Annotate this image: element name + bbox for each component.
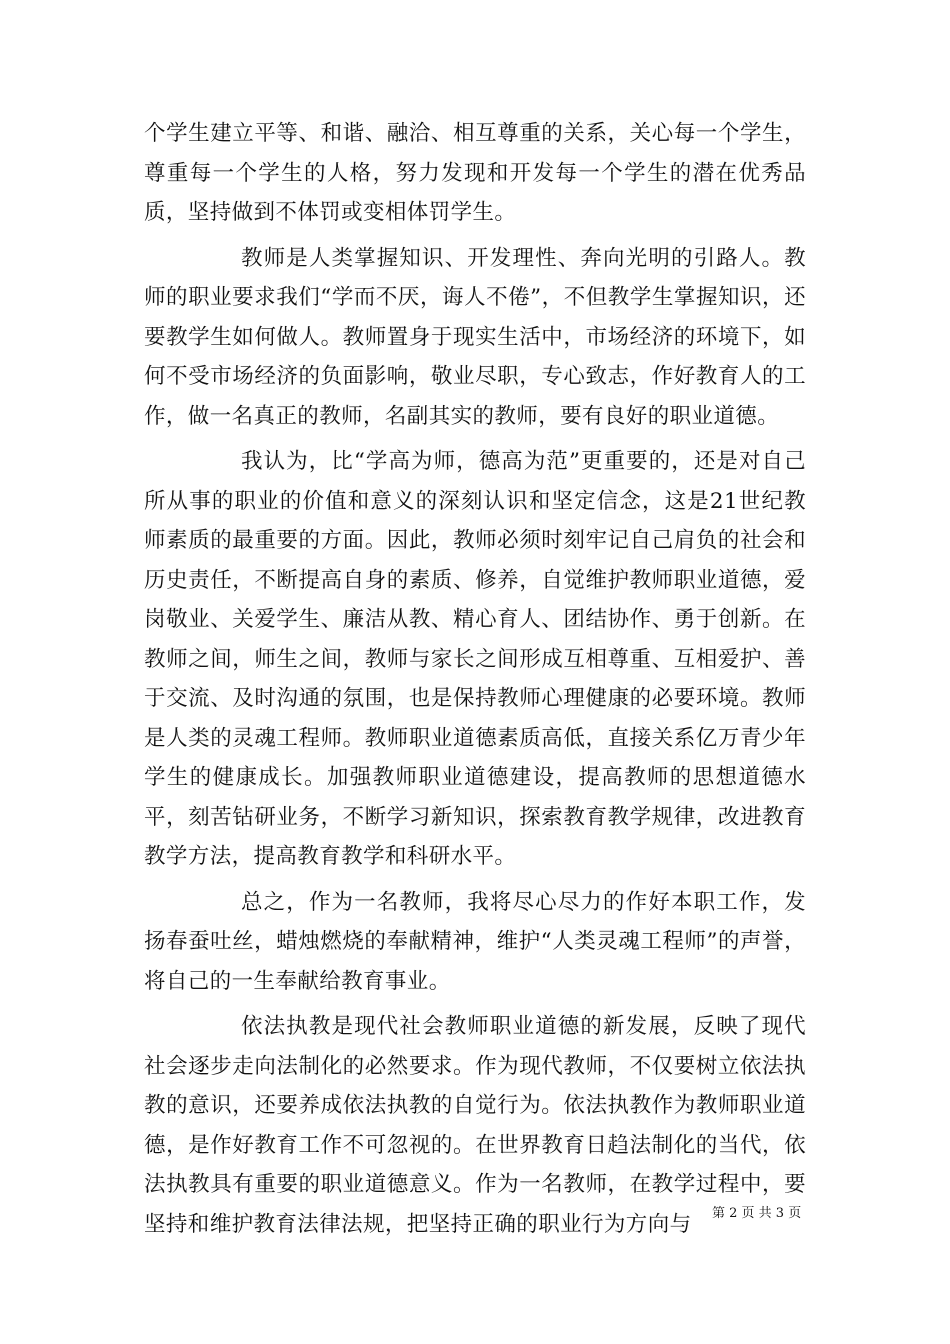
paragraph-2: 教师是人类掌握知识、开发理性、奔向光明的引路人。教师的职业要求我们“学而不厌，诲人不倦”，不但教学生掌握知识，还要教学生如何做人。教师置身于现实生活中，市场经济的环境下，如何不受市场经济的负面影响，敬业尽职，专心致志，作好教育人的工作，做一名真正的教师，名副其实的教师，要有良好的职业道德。 (144, 245, 806, 429)
page-number-footer: 第 2 页 共 3 页 (712, 1206, 802, 1221)
paragraph-1: 个学生建立平等、和谐、融洽、相互尊重的关系，关心每一个学生，尊重每一个学生的人格，努力发现和开发每一个学生的潜在优秀品质，坚持做到不体罚或变相体罚学生。 (144, 121, 806, 225)
paragraph-3: 我认为，比“学高为师，德高为范”更重要的，还是对自己所从事的职业的价值和意义的深刻认识和坚定信念，这是21世纪教师素质的最重要的方面。因此，教师必须时刻牢记自己肩负的社会和历史责任，不断提高自身的素质、修养，自觉维护教师职业道德，爱岗敬业、关爱学生、廉洁从教、精心育人、团结协作、勇于创新。在教师之间，师生之间，教师与家长之间形成互相尊重、互相爱护、善于交流、及时沟通的氛围，也是保持教师心理健康的必要环境。教师是人类的灵魂工程师。教师职业道德素质高低，直接关系亿万青少年学生的健康成长。加强教师职业道德建设，提高教师的思想道德水平，刻苦钻研业务，不断学习新知识，探索教育教学规律，改进教育教学方法，提高教育教学和科研水平。 (144, 449, 806, 869)
paragraph-4: 总之，作为一名教师，我将尽心尽力的作好本职工作，发扬春蚕吐丝，蜡烛燃烧的奉献精神，维护“人类灵魂工程师”的声誉，将自己的一生奉献给教育事业。 (144, 889, 806, 994)
paragraph-5: 依法执教是现代社会教师职业道德的新发展，反映了现代社会逐步走向法制化的必然要求。作为现代教师，不仅要树立依法执教的意识，还要养成依法执教的自觉行为。依法执教作为教师职业道德，是作好教育工作不可忽视的。在世界教育日趋法制化的当代，依法执教具有重要的职业道德意义。作为一名教师，在教学过程中，要坚持和维护教育法律法规，把坚持正确的职业行为方向与 (144, 1014, 806, 1237)
document-body (144, 114, 806, 1244)
